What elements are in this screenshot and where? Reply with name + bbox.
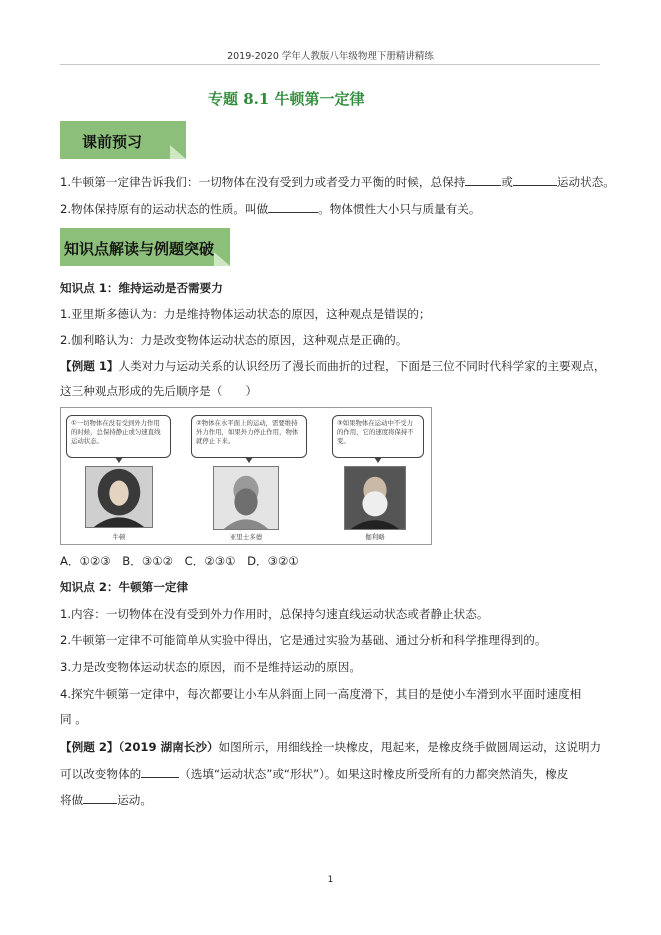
example-1-line-2: 这三种观点形成的先后顺序是（ ） — [60, 384, 258, 398]
example-1-line-1 — [60, 358, 605, 374]
section-heading-fold — [214, 252, 230, 266]
kp2-heading: 知识点 2：牛顿第一定律 — [60, 580, 189, 594]
speech-bubble-aristotle: ②物体在水平面上的运动，需要维持外力作用，如果外力停止作用，物体就停止下来。 — [191, 415, 307, 458]
kp2-line-2: 2.牛顿第一定律不可能简单从实验中得出，它是通过实验为基础、通过分析和科学推理得到的。 — [60, 633, 547, 647]
header-divider — [60, 64, 600, 65]
example-tag: 【例题 2】（2019 湖南长沙） — [60, 740, 219, 754]
example-text: 运动。 — [117, 793, 152, 807]
preview-text: 1.牛顿第一定律告诉我们：一切物体在没有受到力或者受力平衡的时候，总保持 — [60, 175, 466, 189]
example-text: （选填“运动状态”或“形状”）。如果这时橡皮所受所有的力都突然消失，橡皮 — [179, 767, 569, 781]
preview-text: 。物体惯性大小只与质量有关。 — [318, 202, 481, 216]
kp1-line-1: 1.亚里斯多德认为：力是维持物体运动状态的原因，这种观点是错误的； — [60, 307, 431, 321]
example-text: 将做 — [60, 793, 84, 807]
galileo-portrait — [344, 466, 406, 530]
preview-text: 运动状态。 — [556, 175, 615, 189]
preview-line-2 — [60, 200, 481, 217]
example-text: 如图所示，用细线拴一块橡皮，甩起来，是橡皮绕手做圆周运动，这说明力 — [218, 740, 602, 754]
aristotle-portrait — [213, 466, 279, 530]
page-title: 专题 8.1 牛顿第一定律 — [208, 90, 365, 108]
section-heading-label: 知识点解读与例题突破 — [64, 240, 215, 258]
example-2-line-1 — [60, 739, 601, 755]
section-heading-label: 课前预习 — [82, 133, 143, 151]
preview-text: 2.物体保持原有的运动状态的性质。叫做 — [60, 202, 269, 216]
kp1-heading: 知识点 1：维持运动是否需要力 — [60, 281, 223, 295]
kp2-line-1: 1.内容：一切物体在没有受到外力作用时，总保持匀速直线运动状态或者静止状态。 — [60, 607, 489, 621]
caption-newton: 牛顿 — [112, 533, 126, 541]
answer-blank[interactable] — [465, 173, 501, 186]
kp1-line-2: 2.伽利略认为：力是改变物体运动状态的原因，这种观点是正确的。 — [60, 333, 408, 347]
preview-line-1 — [60, 173, 615, 190]
section-heading-preview — [60, 121, 186, 159]
answer-blank[interactable] — [141, 765, 179, 778]
example-2-line-3 — [60, 791, 152, 808]
answer-blank[interactable] — [513, 173, 557, 186]
kp2-line-3: 3.力是改变物体运动状态的原因，而不是维持运动的原因。 — [60, 660, 361, 674]
kp2-line-4-cont: 同 。 — [60, 712, 87, 726]
example-2-line-2 — [60, 765, 568, 782]
preview-text: 或 — [501, 175, 513, 189]
speech-bubble-newton: ①一切物体在没有受到外力作用的时候，总保持静止或匀速直线运动状态。 — [66, 415, 171, 458]
page-number: 1 — [327, 875, 334, 885]
answer-blank[interactable] — [268, 200, 318, 213]
kp2-line-4: 4.探究牛顿第一定律中，每次都要让小车从斜面上同一高度滑下，其目的是使小车滑到水平面时速度相 — [60, 687, 582, 701]
example-text: 人类对力与运动关系的认识经历了漫长而曲折的过程，下面是三位不同时代科学家的主要观点， — [118, 359, 606, 373]
section-heading-fold — [170, 145, 186, 159]
caption-galileo: 伽利略 — [365, 533, 385, 541]
speech-bubble-galileo: ③如果物体在运动中不受力的作用，它的速度将保持不变。 — [332, 415, 424, 458]
example-tag: 【例题 1】 — [60, 359, 119, 373]
page-header: 2019-2020 学年人教版八年级物理下册精讲精练 — [227, 51, 434, 62]
section-heading-knowledge — [60, 228, 230, 266]
scientists-figure — [60, 407, 432, 545]
example-text: 可以改变物体的 — [60, 767, 142, 781]
answer-blank[interactable] — [83, 791, 117, 804]
caption-aristotle: 亚里士多德 — [229, 533, 263, 541]
example-1-options: A．①②③ B．③①② C．②③① D．③②① — [60, 554, 299, 568]
newton-portrait — [85, 466, 153, 528]
